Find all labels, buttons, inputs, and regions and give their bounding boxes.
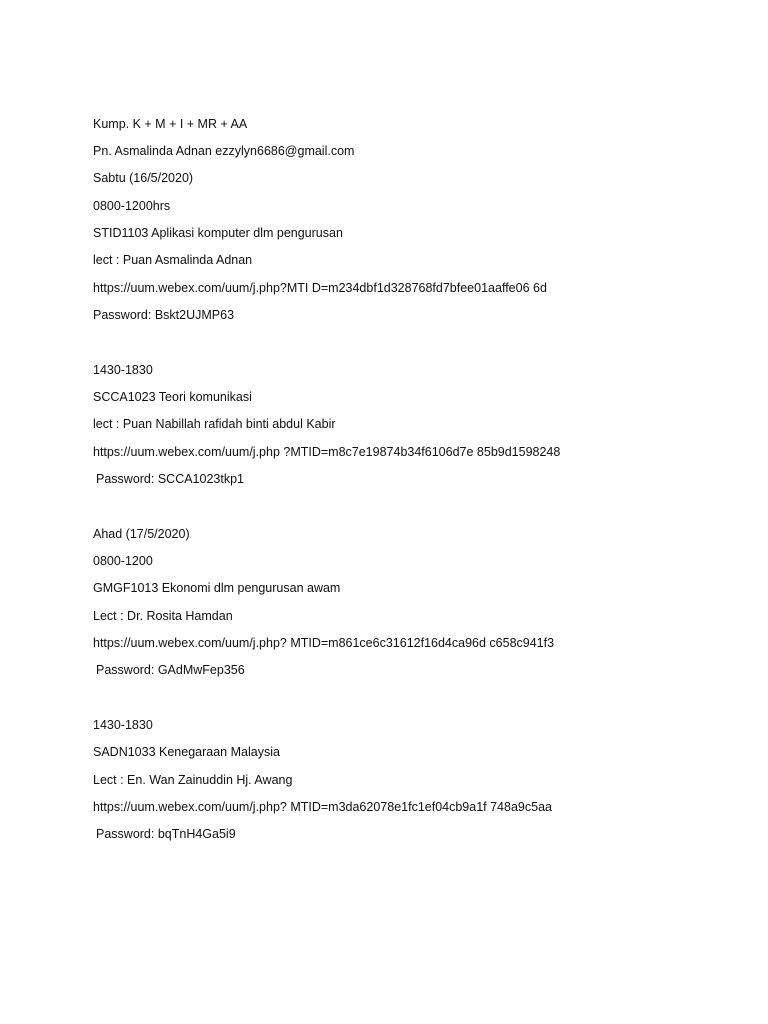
session-time: 1430-1830 [93,718,153,732]
meeting-password: Password: Bskt2UJMP63 [93,308,235,322]
session-time: 1430-1830 [93,363,153,377]
course-title: STID1103 Aplikasi komputer dlm pengurusan [93,226,343,240]
lecturer-name: lect : Puan Asmalinda Adnan [93,253,253,267]
course-title: SCCA1023 Teori komunikasi [93,390,252,404]
meeting-password: Password: SCCA1023tkp1 [96,472,244,486]
group-heading: Kump. K + M + I + MR + AA [93,117,248,131]
meeting-password: Password: GAdMwFep356 [96,663,245,677]
meeting-link[interactable]: https://uum.webex.com/uum/j.php? MTID=m861ce6c31612f16d4ca96d c658c941f3 [93,636,555,650]
lecturer-name: Lect : Dr. Rosita Hamdan [93,609,233,623]
day-heading-sunday: Ahad (17/5/2020) [93,527,190,541]
course-title: GMGF1013 Ekonomi dlm pengurusan awam [93,581,341,595]
meeting-password: Password: bqTnH4Ga5i9 [96,827,236,841]
meeting-link[interactable]: https://uum.webex.com/uum/j.php ?MTID=m8c7e19874b34f6106d7e 85b9d1598248 [93,445,561,459]
lecturer-name: lect : Puan Nabillah rafidah binti abdul Kabir [93,417,336,431]
lecturer-name: Lect : En. Wan Zainuddin Hj. Awang [93,773,293,787]
meeting-link[interactable]: https://uum.webex.com/uum/j.php?MTI D=m234dbf1d328768fd7bfee01aaffe06 6d [93,281,547,295]
meeting-link[interactable]: https://uum.webex.com/uum/j.php? MTID=m3da62078e1fc1ef04cb9a1f 748a9c5aa [93,800,552,814]
session-time: 0800-1200 [93,554,153,568]
session-time: 0800-1200hrs [93,199,171,213]
day-heading-saturday: Sabtu (16/5/2020) [93,171,194,185]
lecturer-contact: Pn. Asmalinda Adnan ezzylyn6686@gmail.com [93,144,355,158]
course-title: SADN1033 Kenegaraan Malaysia [93,745,280,759]
